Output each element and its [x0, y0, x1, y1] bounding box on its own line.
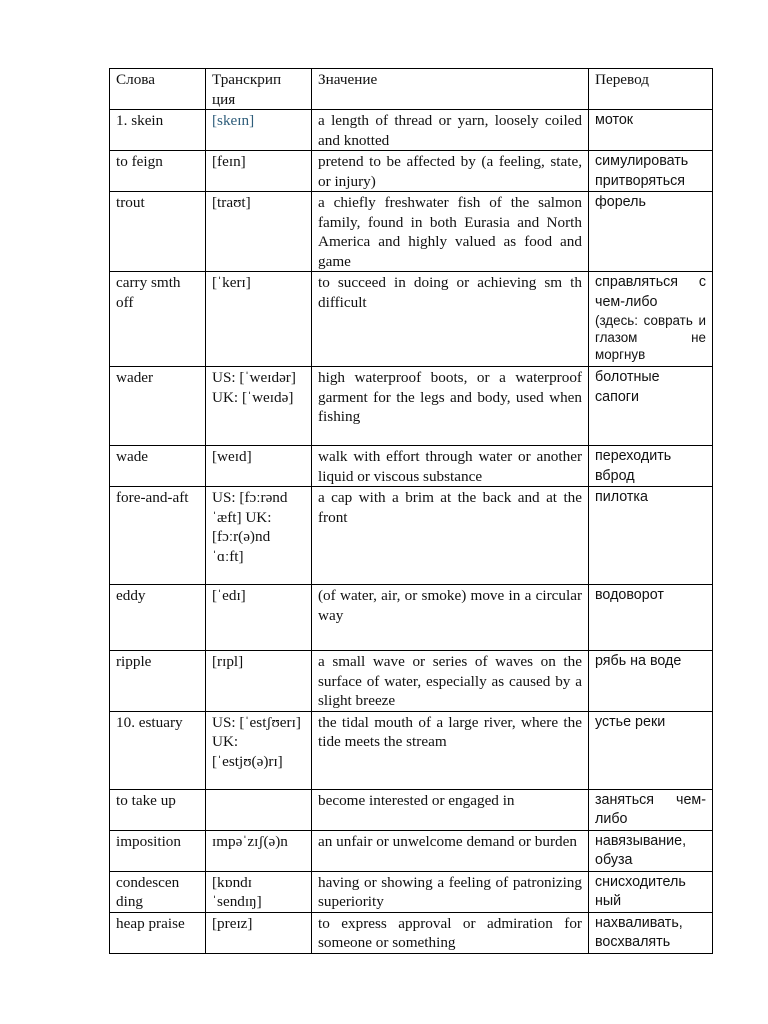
translation-cell [589, 871, 713, 912]
word-text: trout [116, 194, 145, 211]
table-row [110, 192, 713, 272]
transcription-text: [ˈkerɪ] [212, 274, 251, 291]
word-text: wade [116, 448, 149, 465]
translation-text: снисходитель ный [595, 873, 686, 909]
transcription-cell [206, 912, 312, 953]
table-row [110, 151, 713, 192]
translation-cell [589, 487, 713, 585]
translation-cell [589, 830, 713, 871]
table-row [110, 367, 713, 446]
word-cell [110, 711, 206, 789]
translation-text: нахваливать, восхвалять [595, 914, 683, 950]
translation-cell [589, 789, 713, 830]
transcription-text: ɪmpəˈzɪʃ(ə)n [212, 832, 288, 850]
word-text: to take up [116, 791, 176, 809]
word-cell [110, 487, 206, 585]
transcription-cell [206, 272, 312, 367]
meaning-text: an unfair or unwelcome demand or burden [318, 832, 577, 850]
header-translation: Перевод [589, 69, 713, 110]
transcription-text: US: [ˈestʃʊerɪ] UK: [ˈestjʊ(ə)rɪ] [212, 713, 301, 770]
meaning-text: pretend to be affected by (a feeling, state, or injury) [318, 153, 582, 190]
translation-text: пилотка [595, 489, 648, 505]
word-cell [110, 272, 206, 367]
word-text: fore-and-aft [116, 489, 189, 506]
translation-text: моток [595, 112, 634, 128]
transcription-text: [kɒndɪ ˈsendɪŋ] [212, 873, 262, 910]
translation-cell [589, 110, 713, 151]
transcription-text: [preɪz] [212, 914, 253, 932]
transcription-cell [206, 487, 312, 585]
translation-text: заняться чем-либо [595, 791, 706, 827]
transcription-cell [206, 446, 312, 487]
transcription-cell [206, 789, 312, 830]
table-row [110, 830, 713, 871]
word-cell [110, 912, 206, 953]
table-row [110, 789, 713, 830]
translation-cell [589, 192, 713, 272]
meaning-cell [312, 871, 589, 912]
word-cell [110, 192, 206, 272]
translation-note: (здесь: соврать и глазом не моргнув [595, 313, 706, 362]
meaning-cell [312, 192, 589, 272]
meaning-text: a cap with a brim at the back and at the front [318, 489, 582, 526]
transcription-cell [206, 651, 312, 712]
meaning-cell [312, 367, 589, 446]
transcription-text: [traʊt] [212, 194, 251, 211]
translation-cell [589, 585, 713, 651]
word-text: imposition [116, 832, 181, 850]
meaning-text: a small wave or series of waves on the surface of water, especially as caused by a slight breeze [318, 653, 582, 709]
meaning-text: the tidal mouth of a large river, where the tide meets the stream [318, 713, 582, 750]
meaning-cell [312, 272, 589, 367]
transcription-text: [feɪn] [212, 153, 246, 170]
header-transcription: Транскрип ция [206, 69, 312, 110]
translation-cell [589, 711, 713, 789]
word-text: heap praise [116, 914, 185, 932]
meaning-cell [312, 151, 589, 192]
word-text: 10. estuary [116, 713, 183, 731]
translation-cell [589, 151, 713, 192]
meaning-text: a length of thread or yarn, loosely coiled and knotted [318, 112, 582, 149]
meaning-cell [312, 830, 589, 871]
word-text: ripple [116, 653, 152, 670]
word-cell [110, 367, 206, 446]
meaning-text: having or showing a feeling of patronizing superiority [318, 873, 582, 910]
transcription-cell [206, 192, 312, 272]
transcription-cell [206, 830, 312, 871]
meaning-cell [312, 585, 589, 651]
translation-cell [589, 651, 713, 712]
header-meaning: Значение [312, 69, 589, 110]
meaning-cell [312, 446, 589, 487]
transcription-cell [206, 871, 312, 912]
meaning-cell [312, 711, 589, 789]
meaning-cell [312, 912, 589, 953]
translation-text: водоворот [595, 587, 664, 603]
table-row [110, 110, 713, 151]
translation-cell [589, 367, 713, 446]
transcription-cell [206, 585, 312, 651]
table-row [110, 711, 713, 789]
transcription-text: US: [fɔːrənd ˈæft] UK: [fɔːr(ə)nd ˈɑːft] [212, 489, 288, 565]
meaning-cell [312, 110, 589, 151]
meaning-cell [312, 651, 589, 712]
translation-text: устье реки [595, 713, 666, 730]
meaning-text: to succeed in doing or achieving sm th difficult [318, 274, 582, 311]
word-text: to feign [116, 153, 163, 170]
header-words: Слова [110, 69, 206, 110]
meaning-cell [312, 487, 589, 585]
word-text: carry smth off [116, 274, 181, 311]
transcription-cell [206, 711, 312, 789]
word-cell [110, 151, 206, 192]
translation-text: болотные сапоги [595, 369, 660, 405]
meaning-text: a chiefly freshwater fish of the salmon family, found in both Eurasia and North America and highly valued as food and game [318, 194, 582, 270]
word-cell [110, 585, 206, 651]
transcription-text: [ˈedɪ] [212, 587, 246, 604]
transcription-cell [206, 110, 312, 151]
word-cell [110, 110, 206, 151]
table-row [110, 272, 713, 367]
table-row [110, 651, 713, 712]
translation-text: форель [595, 194, 646, 210]
table-row [110, 912, 713, 953]
transcription-cell [206, 151, 312, 192]
table-row [110, 871, 713, 912]
word-cell [110, 446, 206, 487]
word-text: eddy [116, 587, 146, 604]
word-text: wader [116, 369, 154, 386]
translation-cell [589, 272, 713, 367]
translation-cell [589, 912, 713, 953]
translation-text: навязывание, обуза [595, 832, 687, 868]
meaning-text: high waterproof boots, or a waterproof garment for the legs and body, used when fishing [318, 369, 582, 425]
table-row [110, 446, 713, 487]
translation-cell [589, 446, 713, 487]
meaning-text: to express approval or admiration for someone or something [318, 914, 582, 951]
table-row [110, 487, 713, 585]
header-row [110, 69, 713, 110]
word-text: condescen ding [116, 873, 180, 910]
meaning-cell [312, 789, 589, 830]
word-cell [110, 871, 206, 912]
translation-text: переходить вброд [595, 448, 672, 484]
translation-text: рябь на воде [595, 653, 682, 669]
transcription-text: [rɪpl] [212, 653, 244, 670]
vocabulary-table-body [110, 69, 713, 954]
meaning-text: (of water, air, or smoke) move in a circular way [318, 587, 582, 624]
transcription-cell [206, 367, 312, 446]
transcription-text: US: [ˈweɪdər] UK: [ˈweɪdə] [212, 369, 296, 406]
word-cell [110, 651, 206, 712]
meaning-text: become interested or engaged in [318, 791, 515, 809]
transcription-text: [weɪd] [212, 448, 252, 465]
meaning-text: walk with effort through water or another liquid or viscous substance [318, 448, 582, 485]
word-cell [110, 789, 206, 830]
table-row [110, 585, 713, 651]
translation-text: симулировать притворяться [595, 153, 689, 189]
word-text: 1. skein [116, 112, 164, 129]
transcription-text: [skeɪn] [212, 112, 255, 129]
vocabulary-table [109, 68, 713, 954]
translation-text: справляться с чем-либо [595, 274, 706, 310]
word-cell [110, 830, 206, 871]
